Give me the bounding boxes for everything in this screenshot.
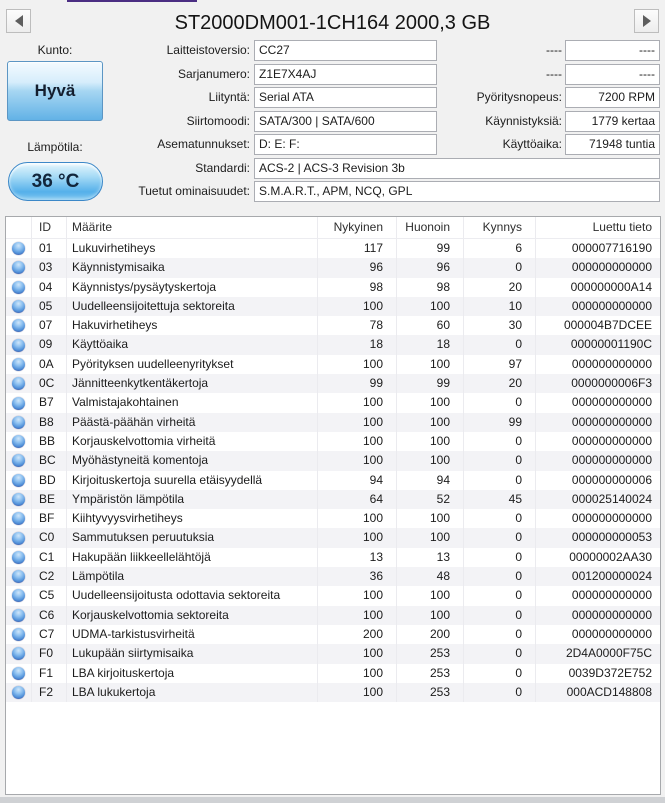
attribute-name-cell: Lämpötila xyxy=(67,567,318,586)
attribute-id-cell: 05 xyxy=(32,297,67,316)
attribute-name-cell: Käyttöaika xyxy=(67,335,318,354)
smart-attribute-row[interactable] xyxy=(6,625,660,644)
threshold-value-cell: 6 xyxy=(464,239,536,258)
bottom-border-strip xyxy=(0,797,665,803)
health-orb-icon xyxy=(12,435,25,448)
worst-value-cell: 253 xyxy=(397,664,464,683)
raw-value-cell: 000000000006 xyxy=(571,472,652,487)
status-cell xyxy=(6,355,32,374)
smart-attribute-row[interactable] xyxy=(6,528,660,547)
attribute-name-cell: Jännitteenkytkentäkertoja xyxy=(67,374,318,393)
current-value-cell: 36 xyxy=(318,567,397,586)
smart-attribute-row[interactable] xyxy=(6,335,660,354)
raw-value-cell: 000000000000 xyxy=(571,414,652,429)
table-body xyxy=(6,239,660,702)
current-value-cell: 100 xyxy=(318,413,397,432)
attribute-id-cell: 03 xyxy=(32,258,67,277)
status-cell xyxy=(6,644,32,663)
status-cell xyxy=(6,567,32,586)
raw-value-cell: 000000000000 xyxy=(571,453,652,468)
worst-value-cell: 48 xyxy=(397,567,464,586)
raw-value-cell: 000025140024 xyxy=(571,491,652,506)
attribute-column-header: Määrite xyxy=(67,217,318,238)
status-cell xyxy=(6,490,32,509)
info-field-value[interactable]: S.M.A.R.T., APM, NCQ, GPL xyxy=(254,181,660,202)
info-field-value[interactable]: 1779 kertaa xyxy=(565,111,660,132)
health-orb-icon xyxy=(12,667,25,680)
attribute-name-cell: Sammutuksen peruutuksia xyxy=(67,528,318,547)
threshold-value-cell: 0 xyxy=(464,393,536,412)
smart-attribute-row[interactable] xyxy=(6,471,660,490)
info-field-value[interactable]: 7200 RPM xyxy=(565,87,660,108)
raw-value-cell: 000000000000 xyxy=(571,607,652,622)
worst-value-cell: 18 xyxy=(397,335,464,354)
attribute-name-cell: Hakuvirhetiheys xyxy=(67,316,318,335)
status-cell xyxy=(6,374,32,393)
attribute-name-cell: LBA kirjoituskertoja xyxy=(67,664,318,683)
attribute-name-cell: Korjauskelvottomia sektoreita xyxy=(67,606,318,625)
raw-value-cell: 000000000000 xyxy=(571,511,652,526)
status-cell xyxy=(6,316,32,335)
smart-attribute-row[interactable] xyxy=(6,258,660,277)
attribute-id-cell: BE xyxy=(32,490,67,509)
health-status-label: Kunto: xyxy=(37,43,73,57)
smart-attribute-row[interactable] xyxy=(6,606,660,625)
attribute-id-cell: 07 xyxy=(32,316,67,335)
raw-column-header: Luettu tieto xyxy=(592,220,652,234)
health-orb-icon xyxy=(12,319,25,332)
threshold-value-cell: 20 xyxy=(464,278,536,297)
attribute-name-cell: LBA lukukertoja xyxy=(67,683,318,702)
current-value-cell: 18 xyxy=(318,335,397,354)
health-status-button[interactable]: Hyvä xyxy=(7,61,103,121)
threshold-value-cell: 0 xyxy=(464,509,536,528)
threshold-value-cell: 0 xyxy=(464,432,536,451)
attribute-id-cell: C2 xyxy=(32,567,67,586)
attribute-id-cell: C6 xyxy=(32,606,67,625)
info-field-value[interactable]: ACS-2 | ACS-3 Revision 3b xyxy=(254,158,660,179)
health-orb-icon xyxy=(12,300,25,313)
health-orb-icon xyxy=(12,397,25,410)
temperature-label: Lämpötila: xyxy=(27,140,83,154)
smart-attribute-row[interactable] xyxy=(6,297,660,316)
raw-value-cell: 000000000000 xyxy=(571,433,652,448)
raw-value-cell: 001200000024 xyxy=(571,569,652,584)
smart-attribute-row[interactable] xyxy=(6,490,660,509)
right-arrow-icon xyxy=(643,15,651,27)
current-value-cell: 100 xyxy=(318,606,397,625)
current-value-cell: 78 xyxy=(318,316,397,335)
attribute-id-cell: F2 xyxy=(32,683,67,702)
smart-attribute-row[interactable] xyxy=(6,413,660,432)
info-field-value[interactable]: CC27 xyxy=(254,40,437,61)
next-disk-button[interactable] xyxy=(634,9,659,33)
current-value-cell: 13 xyxy=(318,548,397,567)
smart-attribute-row[interactable] xyxy=(6,316,660,335)
attribute-id-cell: 0C xyxy=(32,374,67,393)
raw-value-cell: 000000000000 xyxy=(571,298,652,313)
worst-value-cell: 100 xyxy=(397,393,464,412)
worst-value-cell: 100 xyxy=(397,355,464,374)
attribute-id-cell: BF xyxy=(32,509,67,528)
worst-value-cell: 96 xyxy=(397,258,464,277)
raw-value-cell: 000007716190 xyxy=(571,241,652,255)
status-cell xyxy=(6,664,32,683)
threshold-value-cell: 99 xyxy=(464,413,536,432)
worst-value-cell: 100 xyxy=(397,586,464,605)
status-cell xyxy=(6,278,32,297)
smart-attribute-row[interactable] xyxy=(6,374,660,393)
status-cell xyxy=(6,528,32,547)
raw-value-cell: 000ACD148808 xyxy=(566,684,652,699)
attribute-id-cell: BD xyxy=(32,471,67,490)
info-field-value[interactable]: Serial ATA xyxy=(254,87,437,108)
attribute-name-cell: Korjauskelvottomia virheitä xyxy=(67,432,318,451)
status-cell xyxy=(6,548,32,567)
table-header-row xyxy=(6,217,660,239)
info-field-value[interactable]: ---- xyxy=(565,64,660,85)
info-field-label: Liityntä: xyxy=(208,90,250,104)
worst-value-cell: 100 xyxy=(397,606,464,625)
threshold-value-cell: 0 xyxy=(464,683,536,702)
status-cell xyxy=(6,239,32,258)
status-cell xyxy=(6,432,32,451)
threshold-value-cell: 0 xyxy=(464,586,536,605)
attribute-name-cell: Ympäristön lämpötila xyxy=(67,490,318,509)
threshold-value-cell: 0 xyxy=(464,606,536,625)
threshold-column-header: Kynnys xyxy=(464,217,536,238)
raw-value-cell: 000000000A14 xyxy=(570,279,652,294)
threshold-value-cell: 0 xyxy=(464,644,536,663)
attribute-id-cell: 01 xyxy=(32,239,67,258)
current-value-cell: 99 xyxy=(318,374,397,393)
current-value-cell: 100 xyxy=(318,664,397,683)
health-orb-icon xyxy=(12,377,25,390)
attribute-name-cell: Kirjoituskertoja suurella etäisyydellä xyxy=(67,471,318,490)
smart-attributes-panel xyxy=(5,216,661,795)
attribute-id-cell: B7 xyxy=(32,393,67,412)
left-arrow-icon xyxy=(15,15,23,27)
info-field-value[interactable]: ---- xyxy=(565,40,660,61)
info-field-label: Käynnistyksiä: xyxy=(485,113,562,128)
health-orb-icon xyxy=(12,474,25,487)
status-cell xyxy=(6,297,32,316)
smart-attribute-row[interactable] xyxy=(6,548,660,567)
attribute-name-cell: Uudelleensijoitettuja sektoreita xyxy=(67,297,318,316)
status-cell xyxy=(6,393,32,412)
threshold-value-cell: 0 xyxy=(464,664,536,683)
worst-value-cell: 253 xyxy=(397,644,464,663)
raw-value-cell: 000000000000 xyxy=(571,626,652,641)
status-cell xyxy=(6,625,32,644)
worst-value-cell: 100 xyxy=(397,432,464,451)
info-field-label: ---- xyxy=(546,43,562,57)
threshold-value-cell: 0 xyxy=(464,567,536,586)
worst-value-cell: 13 xyxy=(397,548,464,567)
smart-attribute-row[interactable] xyxy=(6,278,660,297)
worst-value-cell: 99 xyxy=(397,239,464,258)
status-cell xyxy=(6,471,32,490)
temperature-button[interactable]: 36 °C xyxy=(8,162,103,201)
threshold-value-cell: 0 xyxy=(464,451,536,470)
current-value-cell: 100 xyxy=(318,355,397,374)
current-value-cell: 100 xyxy=(318,586,397,605)
attribute-id-cell: B8 xyxy=(32,413,67,432)
attribute-name-cell: Käynnistymisaika xyxy=(67,258,318,277)
worst-column-header: Huonoin xyxy=(397,217,464,238)
info-field-value[interactable]: SATA/300 | SATA/600 xyxy=(254,111,437,132)
raw-value-cell: 000000000000 xyxy=(571,395,652,410)
worst-value-cell: 100 xyxy=(397,297,464,316)
attribute-name-cell: Pyörityksen uudelleenyritykset xyxy=(67,355,318,374)
health-orb-icon xyxy=(12,609,25,622)
current-value-cell: 96 xyxy=(318,258,397,277)
attribute-id-cell: 09 xyxy=(32,335,67,354)
smart-attribute-row[interactable] xyxy=(6,509,660,528)
threshold-value-cell: 10 xyxy=(464,297,536,316)
status-cell xyxy=(6,509,32,528)
disk-title: ST2000DM001-1CH164 2000,3 GB xyxy=(174,12,491,34)
raw-value-cell: 00000002AA30 xyxy=(569,549,652,564)
info-field-label: Asematunnukset: xyxy=(157,137,250,151)
current-value-cell: 64 xyxy=(318,490,397,509)
attribute-name-cell: Uudelleensijoitusta odottavia sektoreita xyxy=(67,586,318,605)
info-field-label: Tuetut ominaisuudet: xyxy=(138,184,250,198)
attribute-name-cell: Myöhästyneitä komentoja xyxy=(67,451,318,470)
status-cell xyxy=(6,606,32,625)
health-orb-icon xyxy=(12,454,25,467)
smart-attribute-row[interactable] xyxy=(6,239,660,258)
smart-attribute-row[interactable] xyxy=(6,683,660,702)
worst-value-cell: 100 xyxy=(397,528,464,547)
current-value-cell: 100 xyxy=(318,393,397,412)
smart-attribute-row[interactable] xyxy=(6,355,660,374)
current-column-header: Nykyinen xyxy=(318,217,397,238)
threshold-value-cell: 97 xyxy=(464,355,536,374)
worst-value-cell: 100 xyxy=(397,413,464,432)
smart-attribute-row[interactable] xyxy=(6,451,660,470)
raw-value-cell: 000004B7DCEE xyxy=(563,318,652,333)
status-cell xyxy=(6,451,32,470)
threshold-value-cell: 20 xyxy=(464,374,536,393)
raw-value-cell: 00000001190C xyxy=(570,337,652,352)
attribute-id-cell: F1 xyxy=(32,664,67,683)
info-field-label: ---- xyxy=(546,66,562,81)
attribute-id-cell: BC xyxy=(32,451,67,470)
worst-value-cell: 253 xyxy=(397,683,464,702)
attribute-id-cell: F0 xyxy=(32,644,67,663)
smart-attribute-row[interactable] xyxy=(6,567,660,586)
raw-value-cell: 000000000000 xyxy=(571,260,652,275)
threshold-value-cell: 0 xyxy=(464,471,536,490)
threshold-value-cell: 0 xyxy=(464,528,536,547)
attribute-name-cell: Käynnistys/pysäytyskertoja xyxy=(67,278,318,297)
current-value-cell: 100 xyxy=(318,509,397,528)
threshold-value-cell: 45 xyxy=(464,490,536,509)
health-orb-icon xyxy=(12,570,25,583)
threshold-value-cell: 0 xyxy=(464,548,536,567)
info-field-value[interactable]: 71948 tuntia xyxy=(565,134,660,155)
id-column-header: ID xyxy=(32,217,67,238)
attribute-id-cell: 0A xyxy=(32,355,67,374)
attribute-id-cell: C0 xyxy=(32,528,67,547)
current-value-cell: 100 xyxy=(318,297,397,316)
health-orb-icon xyxy=(12,358,25,371)
attribute-name-cell: Päästä-päähän virheitä xyxy=(67,413,318,432)
current-value-cell: 100 xyxy=(318,451,397,470)
current-value-cell: 100 xyxy=(318,644,397,663)
health-orb-icon xyxy=(12,242,25,255)
current-value-cell: 94 xyxy=(318,471,397,490)
info-field-label: Laitteistoversio: xyxy=(166,43,250,57)
attribute-name-cell: UDMA-tarkistusvirheitä xyxy=(67,625,318,644)
smart-attribute-row[interactable] xyxy=(6,586,660,605)
window-accent-strip xyxy=(67,0,197,2)
raw-value-cell: 0039D372E752 xyxy=(568,665,652,680)
worst-value-cell: 60 xyxy=(397,316,464,335)
health-orb-icon xyxy=(12,589,25,602)
smart-attribute-row[interactable] xyxy=(6,393,660,412)
worst-value-cell: 94 xyxy=(397,471,464,490)
info-field-value[interactable]: D: E: F: xyxy=(254,134,437,155)
attribute-name-cell: Lukupään siirtymisaika xyxy=(67,644,318,663)
attribute-name-cell: Hakupään liikkeellelähtöjä xyxy=(67,548,318,567)
status-cell xyxy=(6,683,32,702)
status-cell xyxy=(6,335,32,354)
threshold-value-cell: 0 xyxy=(464,335,536,354)
raw-value-cell: 2D4A0000F75C xyxy=(565,646,652,661)
status-cell xyxy=(6,413,32,432)
health-orb-icon xyxy=(12,281,25,294)
health-orb-icon xyxy=(12,261,25,274)
smart-attribute-row[interactable] xyxy=(6,644,660,663)
health-orb-icon xyxy=(12,512,25,525)
worst-value-cell: 52 xyxy=(397,490,464,509)
health-orb-icon xyxy=(12,416,25,429)
attribute-name-cell: Valmistajakohtainen xyxy=(67,393,318,412)
info-field-label: Käyttöaika: xyxy=(502,137,562,151)
raw-value-cell: 000000000053 xyxy=(571,530,652,545)
health-orb-icon xyxy=(12,647,25,660)
current-value-cell: 100 xyxy=(318,683,397,702)
info-field-label: Pyöritysnopeus: xyxy=(476,90,562,104)
status-cell xyxy=(6,258,32,277)
current-value-cell: 98 xyxy=(318,278,397,297)
worst-value-cell: 100 xyxy=(397,451,464,470)
current-value-cell: 200 xyxy=(318,625,397,644)
info-field-value[interactable]: Z1E7X4AJ xyxy=(254,64,437,85)
health-orb-icon xyxy=(12,532,25,545)
previous-disk-button[interactable] xyxy=(6,9,31,33)
current-value-cell: 100 xyxy=(318,432,397,451)
smart-attribute-row[interactable] xyxy=(6,432,660,451)
attribute-id-cell: 04 xyxy=(32,278,67,297)
health-orb-icon xyxy=(12,628,25,641)
threshold-value-cell: 0 xyxy=(464,258,536,277)
worst-value-cell: 98 xyxy=(397,278,464,297)
info-field-label: Sarjanumero: xyxy=(177,66,250,81)
status-cell xyxy=(6,586,32,605)
threshold-value-cell: 30 xyxy=(464,316,536,335)
current-value-cell: 117 xyxy=(318,239,397,258)
worst-value-cell: 99 xyxy=(397,374,464,393)
health-orb-icon xyxy=(12,493,25,506)
smart-attribute-row[interactable] xyxy=(6,664,660,683)
info-field-label: Standardi: xyxy=(195,160,250,175)
current-value-cell: 100 xyxy=(318,528,397,547)
health-orb-icon xyxy=(12,686,25,699)
attribute-id-cell: C1 xyxy=(32,548,67,567)
attribute-name-cell: Kiihtyvyysvirhetiheys xyxy=(67,509,318,528)
status-column-header xyxy=(6,217,32,238)
raw-value-cell: 000000000000 xyxy=(571,356,652,371)
attribute-name-cell: Lukuvirhetiheys xyxy=(67,239,318,258)
attribute-id-cell: BB xyxy=(32,432,67,451)
attribute-id-cell: C5 xyxy=(32,586,67,605)
worst-value-cell: 200 xyxy=(397,625,464,644)
raw-value-cell: 000000000000 xyxy=(571,588,652,603)
health-orb-icon xyxy=(12,339,25,352)
health-orb-icon xyxy=(12,551,25,564)
attribute-id-cell: C7 xyxy=(32,625,67,644)
worst-value-cell: 100 xyxy=(397,509,464,528)
info-field-label: Siirtomoodi: xyxy=(186,113,250,128)
threshold-value-cell: 0 xyxy=(464,625,536,644)
raw-value-cell: 0000000006F3 xyxy=(571,376,652,391)
